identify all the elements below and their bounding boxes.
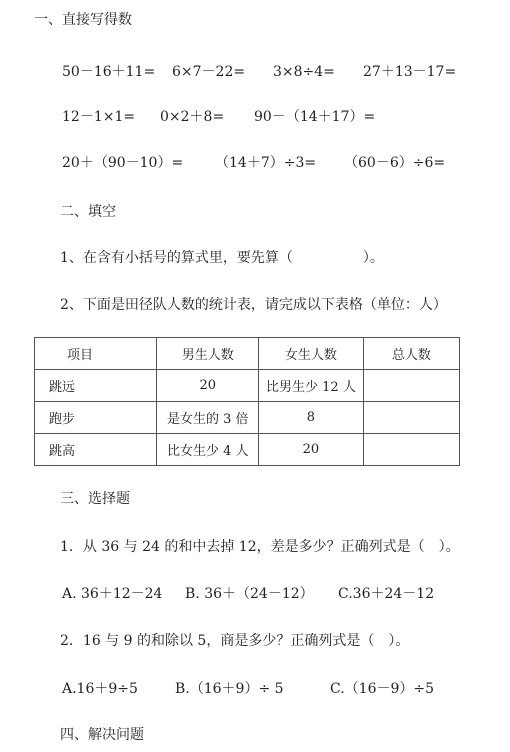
team-stats-table — [34, 337, 460, 466]
table-header-cell: 总人数 — [363, 338, 459, 370]
table-cell: 20 — [157, 370, 259, 402]
arithmetic-problem: 12－1×1= — [62, 109, 136, 125]
table-header-cell: 男生人数 — [157, 338, 259, 370]
arithmetic-problem: 27＋13－17= — [363, 64, 457, 80]
choice-option: A.16＋9÷5 — [62, 681, 138, 697]
table-cell: 是女生的 3 倍 — [157, 402, 259, 434]
table-cell: 20 — [259, 434, 364, 466]
section-1-title: 一、直接写得数 — [34, 12, 132, 28]
arithmetic-problem: （60－6）÷6= — [344, 155, 446, 171]
table-row — [35, 434, 460, 466]
table-row — [35, 370, 460, 402]
choice-option: C.36＋24－12 — [338, 586, 435, 602]
arithmetic-problem: 20＋（90－10）= — [62, 155, 184, 171]
choice-option: B.（16＋9）÷ 5 — [175, 681, 284, 697]
section-2-title: 二、填空 — [60, 204, 116, 220]
table-cell: 8 — [259, 402, 364, 434]
choice-option: C.（16－9）÷5 — [330, 681, 435, 697]
table-cell: 跳远 — [35, 370, 157, 402]
section-3-title: 三、选择题 — [60, 491, 130, 507]
table-header-row — [35, 338, 460, 370]
arithmetic-problem: 6×7－22= — [172, 64, 246, 80]
arithmetic-problem: （14＋7）÷3= — [215, 155, 317, 171]
table-cell — [363, 434, 459, 466]
table-cell: 比女生少 4 人 — [157, 434, 259, 466]
section-4-title: 四、解决问题 — [60, 727, 144, 743]
table-cell: 比男生少 12 人 — [259, 370, 364, 402]
table-cell: 跳高 — [35, 434, 157, 466]
choice-option: A. 36＋12－24 — [62, 586, 163, 602]
table-row — [35, 402, 460, 434]
table-cell: 跑步 — [35, 402, 157, 434]
choice-question-2: 2．16 与 9 的和除以 5，商是多少？正确列式是（ ）。 — [60, 633, 410, 649]
table-cell — [363, 402, 459, 434]
table-header-cell: 项目 — [35, 338, 157, 370]
table-cell — [363, 370, 459, 402]
fill-blank-question-2: 2、下面是田径队人数的统计表，请完成以下表格（单位：人） — [60, 297, 447, 313]
arithmetic-problem: 90－（14＋17）= — [254, 109, 376, 125]
arithmetic-problem: 3×8÷4= — [273, 64, 335, 80]
choice-question-1: 1．从 36 与 24 的和中去掉 12，差是多少？正确列式是（ ）。 — [60, 539, 460, 555]
table-header-cell: 女生人数 — [259, 338, 364, 370]
arithmetic-problem: 50－16＋11= — [62, 64, 156, 80]
choice-option: B. 36＋（24－12） — [185, 586, 314, 602]
fill-blank-question-1: 1、在含有小括号的算式里，要先算（ ）。 — [60, 250, 384, 266]
arithmetic-problem: 0×2＋8= — [160, 109, 225, 125]
